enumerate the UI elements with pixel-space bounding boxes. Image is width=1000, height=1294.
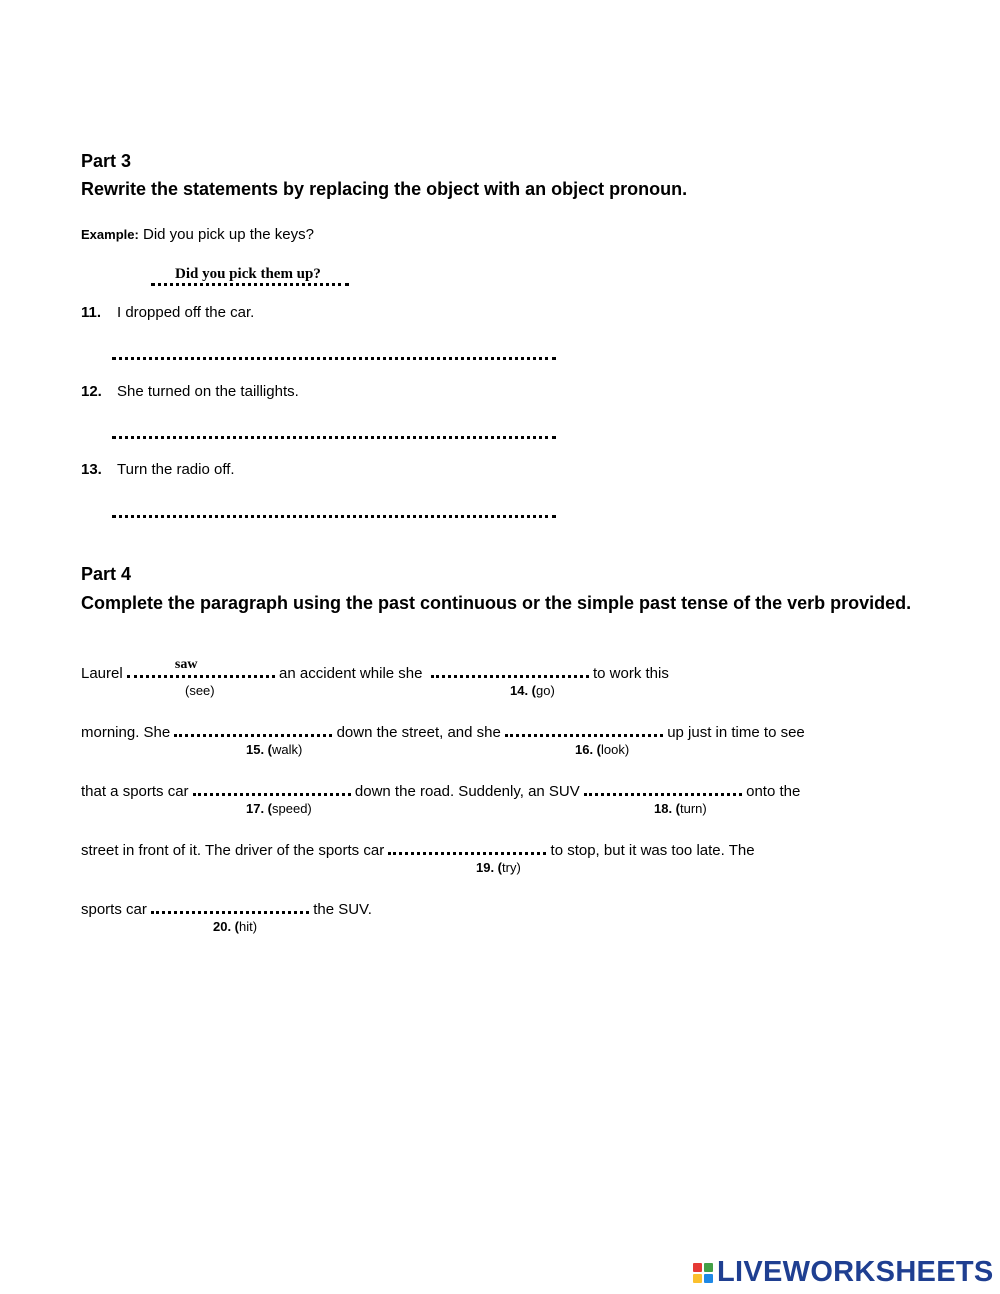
paragraph-text: down the road. Suddenly, an SUV [354, 783, 580, 800]
example-answer-line [151, 265, 349, 283]
hint-verb: look) [601, 742, 630, 757]
paragraph-text: the SUV. [313, 901, 372, 918]
hint-20 [213, 919, 257, 934]
hint-number: 14. ( [510, 683, 537, 698]
hint-number: 17. ( [246, 801, 273, 816]
answer-line-12[interactable] [112, 436, 556, 439]
logo-mark-icon [693, 1263, 713, 1283]
blank-16[interactable] [505, 720, 663, 737]
paragraph-text: sports car [81, 901, 147, 918]
question-number: 11. [81, 304, 102, 321]
question-text: Turn the radio off. [117, 461, 235, 478]
question-number: 12. [81, 383, 102, 400]
example-blank [127, 657, 275, 678]
blank-14[interactable] [431, 661, 589, 678]
hint-16 [575, 742, 629, 757]
hint-17 [246, 801, 312, 816]
hint-verb: try) [502, 860, 521, 875]
example-row [81, 226, 314, 243]
paragraph-text: Laurel [81, 665, 123, 682]
blank-15[interactable] [174, 720, 332, 737]
hint-verb: hit) [239, 919, 258, 934]
example-text: Did you pick up the keys? [142, 226, 314, 243]
blank-18[interactable] [584, 779, 742, 796]
blank-19[interactable] [388, 838, 546, 855]
answer-line-13[interactable] [112, 515, 556, 518]
hint-verb: turn) [680, 801, 707, 816]
paragraph-text: down the street, and she [336, 724, 501, 741]
hint-19 [476, 860, 521, 875]
logo-text: LIVEWORKSHEETS [717, 1256, 994, 1288]
liveworksheets-logo[interactable] [693, 1256, 994, 1289]
part3-heading: Part 3 [81, 151, 132, 171]
blank-20[interactable] [151, 897, 309, 914]
question-number: 13. [81, 461, 102, 478]
part4-heading: Part 4 [81, 564, 132, 584]
hint-verb: speed) [272, 801, 312, 816]
part4-instruction: Complete the paragraph using the past continuous or the simple past tense of the verb provided. [81, 593, 912, 613]
paragraph-text: to work this [593, 665, 669, 682]
paragraph-text: street in front of it. The driver of the sports car [81, 842, 385, 859]
hint-number: 15. ( [246, 742, 273, 757]
example-label: Example: [81, 227, 139, 242]
paragraph-text: up just in time to see [667, 724, 805, 741]
paragraph-text: onto the [746, 783, 801, 800]
hint-verb: walk) [272, 742, 303, 757]
question-11 [81, 304, 254, 321]
paragraph-text: that a sports car [81, 783, 189, 800]
question-text: I dropped off the car. [117, 304, 255, 321]
hint-14 [510, 683, 555, 698]
hint-verb: go) [536, 683, 555, 698]
paragraph-text: to stop, but it was too late. The [550, 842, 755, 859]
paragraph-line-3 [81, 779, 800, 800]
paragraph-line-5 [81, 897, 372, 918]
hint-number: 16. ( [575, 742, 602, 757]
paragraph-line-2 [81, 720, 805, 741]
paragraph-line-4 [81, 838, 755, 859]
question-text: She turned on the taillights. [117, 383, 299, 400]
hint-number: 20. ( [213, 919, 240, 934]
hint-number: 18. ( [654, 801, 681, 816]
paragraph-line-1 [81, 657, 669, 682]
hint-15 [246, 742, 302, 757]
hint-see: (see) [185, 683, 215, 698]
example-answer: Did you pick them up? [151, 266, 349, 286]
question-12 [81, 383, 299, 400]
hint-18 [654, 801, 707, 816]
question-13 [81, 461, 235, 478]
example-fill: saw [174, 657, 198, 672]
blank-17[interactable] [193, 779, 351, 796]
paragraph-text: an accident while she [279, 665, 423, 682]
answer-line-11[interactable] [112, 357, 556, 360]
part3-instruction: Rewrite the statements by replacing the object with an object pronoun. [81, 179, 688, 199]
hint-number: 19. ( [476, 860, 503, 875]
paragraph-text: morning. She [81, 724, 171, 741]
